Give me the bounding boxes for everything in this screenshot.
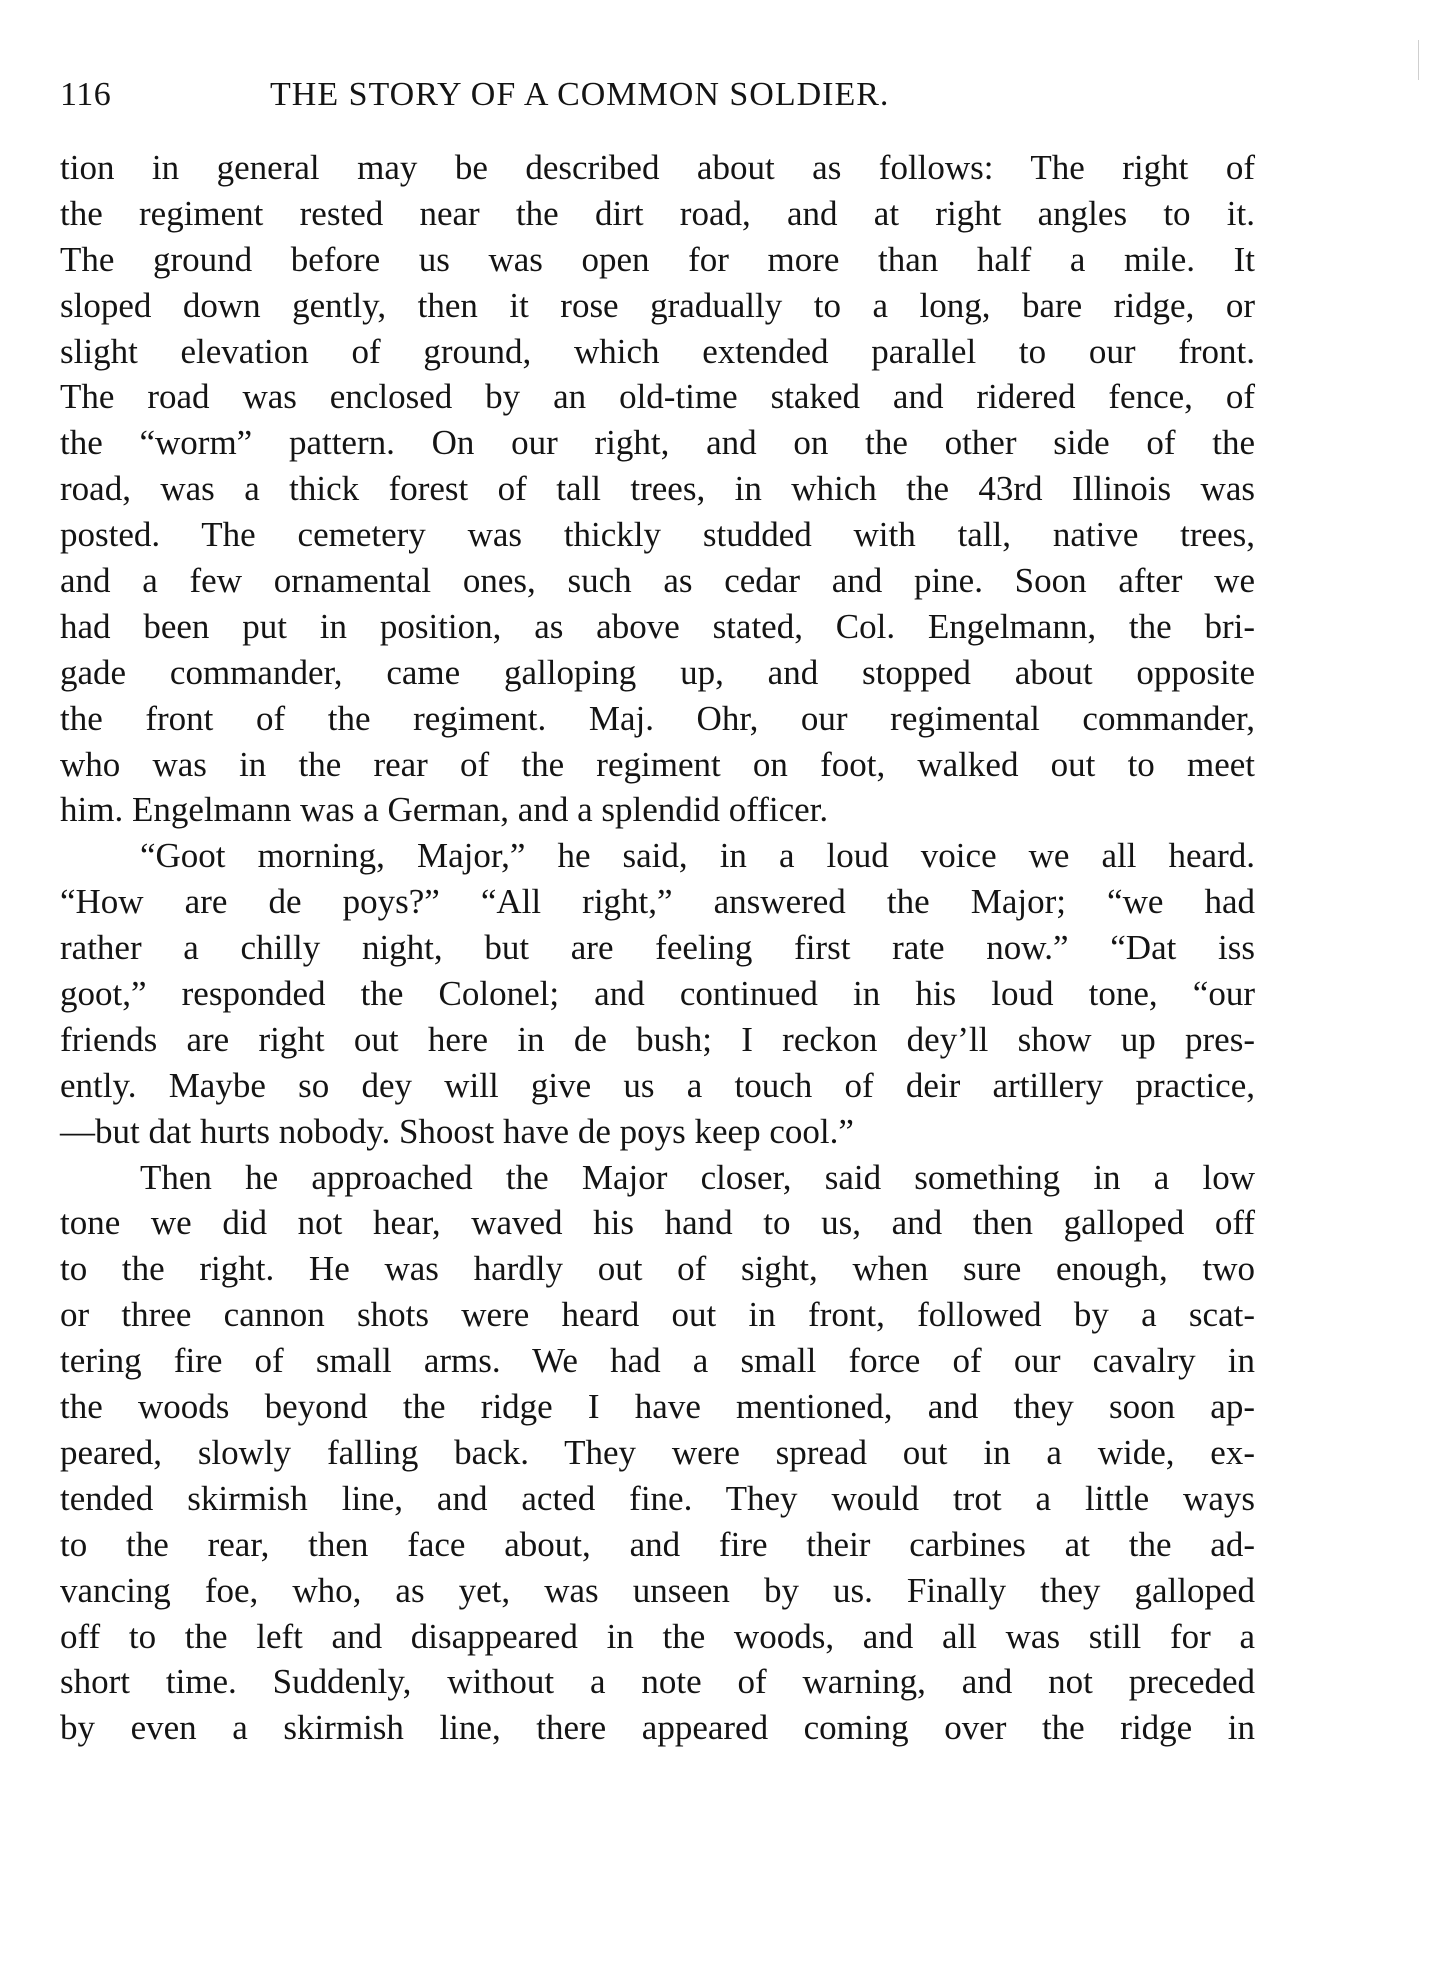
paragraph <box>60 1155 1255 1752</box>
text-line: “How are de poys?” “All right,” answered the Major; “we had <box>60 882 1255 922</box>
text-line: friends are right out here in de bush; I reckon dey’ll show up pres- <box>60 1019 1255 1059</box>
text-line: to the right. He was hardly out of sight, when sure enough, two <box>60 1249 1255 1289</box>
text-line: posted. The cemetery was thickly studded with tall, native trees, <box>60 515 1255 555</box>
text-line: to the rear, then face about, and fire their carbines at the ad- <box>60 1524 1255 1564</box>
text-line: goot,” responded the Colonel; and continued in his loud tone, “our <box>60 974 1255 1014</box>
text-line: the “worm” pattern. On our right, and on the other side of the <box>60 423 1255 463</box>
text-line: sloped down gently, then it rose gradually to a long, bare ridge, or <box>60 285 1255 325</box>
text-line: The ground before us was open for more than half a mile. It <box>60 239 1255 279</box>
text-line: short time. Suddenly, without a note of warning, and not preceded <box>60 1662 1255 1702</box>
text-line: The road was enclosed by an old-time staked and ridered fence, of <box>60 377 1255 417</box>
text-line: the woods beyond the ridge I have mentioned, and they soon ap- <box>60 1387 1255 1427</box>
text-line: tering fire of small arms. We had a small force of our cavalry in <box>60 1341 1255 1381</box>
text-line: slight elevation of ground, which extended parallel to our front. <box>60 331 1255 371</box>
text-line: tended skirmish line, and acted fine. They would trot a little ways <box>60 1478 1255 1518</box>
text-line: the front of the regiment. Maj. Ohr, our regimental commander, <box>60 698 1255 738</box>
text-line: the regiment rested near the dirt road, and at right angles to it. <box>60 193 1255 233</box>
text-line: vancing foe, who, as yet, was unseen by us. Finally they galloped <box>60 1570 1255 1610</box>
text-line: or three cannon shots were heard out in front, followed by a scat- <box>60 1295 1255 1335</box>
text-line: “Goot morning, Major,” he said, in a loud voice we all heard. <box>140 836 1255 876</box>
text-line: Then he approached the Major closer, said something in a low <box>140 1157 1255 1197</box>
text-line: gade commander, came galloping up, and stopped about opposite <box>60 652 1255 692</box>
text-line: him. Engelmann was a German, and a splendid officer. <box>60 790 829 830</box>
body-text <box>60 145 1255 1751</box>
text-line: rather a chilly night, but are feeling first rate now.” “Dat iss <box>60 928 1255 968</box>
text-line: off to the left and disappeared in the woods, and all was still for a <box>60 1616 1255 1656</box>
page-number: 116 <box>60 76 112 113</box>
paragraph <box>60 833 1255 1154</box>
paragraph <box>60 145 1255 833</box>
text-line: by even a skirmish line, there appeared coming over the ridge in <box>60 1708 1255 1748</box>
text-line: —but dat hurts nobody. Shoost have de poys keep cool.” <box>60 1111 854 1151</box>
scan-edge-mark <box>1418 40 1419 80</box>
running-head <box>60 70 1260 120</box>
running-title: THE STORY OF A COMMON SOLDIER. <box>270 76 890 113</box>
text-line: tone we did not hear, waved his hand to us, and then galloped off <box>60 1203 1255 1243</box>
text-line: tion in general may be described about as follows: The right of <box>60 148 1255 187</box>
text-line: ently. Maybe so dey will give us a touch of deir artillery practice, <box>60 1065 1255 1105</box>
text-line: road, was a thick forest of tall trees, in which the 43rd Illinois was <box>60 469 1255 509</box>
text-line: peared, slowly falling back. They were spread out in a wide, ex- <box>60 1432 1255 1472</box>
text-line: had been put in position, as above stated, Col. Engelmann, the bri- <box>60 606 1255 646</box>
text-line: and a few ornamental ones, such as cedar and pine. Soon after we <box>60 561 1255 601</box>
text-line: who was in the rear of the regiment on foot, walked out to meet <box>60 744 1255 784</box>
